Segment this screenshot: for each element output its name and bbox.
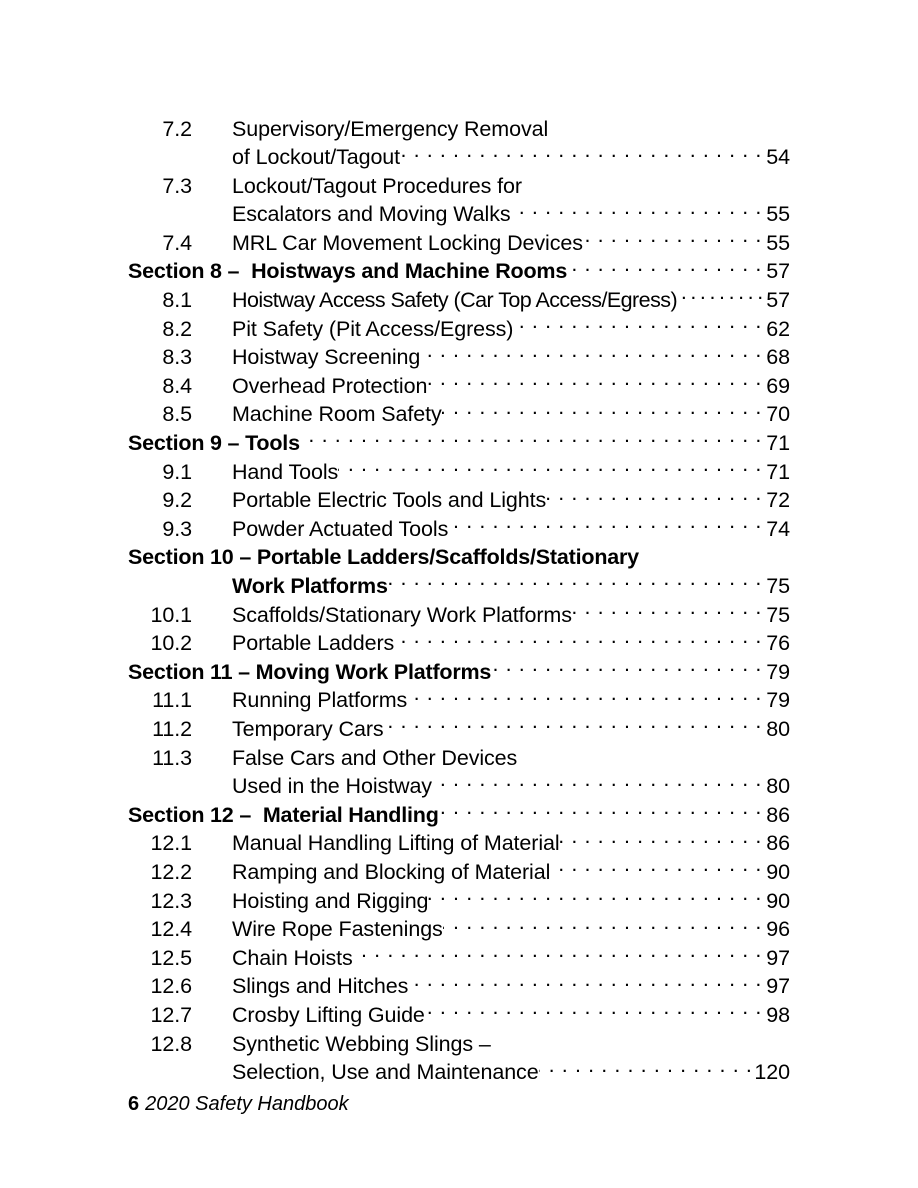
toc-dot-leader bbox=[511, 200, 762, 222]
toc-entry-row[interactable] bbox=[128, 915, 790, 944]
toc-page-number: 72 bbox=[766, 488, 790, 513]
toc-entry-title: Manual Handling Lifting of Material bbox=[232, 831, 560, 856]
toc-entry-number: 12.1 bbox=[150, 831, 192, 856]
toc-dot-leader bbox=[539, 1058, 753, 1080]
toc-dot-leader bbox=[548, 114, 762, 136]
toc-dot-leader bbox=[491, 1029, 762, 1051]
toc-dot-leader bbox=[394, 629, 762, 651]
toc-dot-leader bbox=[517, 743, 762, 765]
toc-entry-title: Hoisting and Rigging bbox=[232, 888, 429, 913]
toc-entry-title: of Lockout/Tagout bbox=[232, 145, 401, 170]
toc-dot-leader bbox=[432, 772, 762, 794]
toc-entry-row[interactable] bbox=[128, 1029, 790, 1058]
toc-continuation-row[interactable] bbox=[128, 772, 790, 801]
toc-dot-leader bbox=[388, 572, 762, 594]
toc-entry-title: Chain Hoists bbox=[232, 945, 353, 970]
toc-entry-title: Work Platforms bbox=[232, 574, 388, 598]
toc-page-number: 97 bbox=[766, 945, 790, 970]
toc-dot-leader bbox=[408, 972, 762, 994]
toc-entry-number: 12.5 bbox=[150, 945, 192, 970]
toc-dot-leader bbox=[448, 514, 762, 536]
toc-entry-title: Hoistway Access Safety (Car Top Access/Egress) bbox=[232, 288, 678, 313]
toc-entry-row[interactable] bbox=[128, 371, 790, 400]
toc-page-number: 80 bbox=[766, 716, 790, 741]
toc-entry-title: Lockout/Tagout Procedures for bbox=[232, 173, 522, 198]
toc-entry-row[interactable] bbox=[128, 514, 790, 543]
toc-entry-title: Wire Rope Fastenings bbox=[232, 917, 443, 942]
toc-page-number: 55 bbox=[766, 230, 790, 255]
toc-continuation-row[interactable] bbox=[128, 200, 790, 229]
toc-section-row[interactable] bbox=[128, 800, 790, 829]
toc-page-number: 80 bbox=[766, 774, 790, 799]
toc-page-number: 90 bbox=[766, 888, 790, 913]
toc-page-number: 75 bbox=[766, 574, 790, 598]
toc-entry-number: 12.6 bbox=[150, 974, 192, 999]
toc-entry-number: 11.2 bbox=[152, 716, 192, 741]
footer-book-title: 2020 Safety Handbook bbox=[145, 1093, 349, 1115]
toc-entry-row[interactable] bbox=[128, 857, 790, 886]
toc-entry-number: 12.3 bbox=[150, 888, 192, 913]
toc-section-row[interactable] bbox=[128, 429, 790, 458]
toc-entry-row[interactable] bbox=[128, 343, 790, 372]
toc-dot-leader bbox=[338, 457, 762, 479]
toc-continuation-row[interactable] bbox=[128, 572, 790, 601]
toc-entry-title: Escalators and Moving Walks bbox=[232, 202, 511, 227]
toc-page-number: 76 bbox=[766, 631, 790, 656]
toc-entry-row[interactable] bbox=[128, 400, 790, 429]
toc-dot-leader bbox=[442, 400, 762, 422]
toc-page-number: 75 bbox=[766, 602, 790, 627]
toc-entry-number: 10.2 bbox=[150, 631, 192, 656]
toc-entry-number: 8.3 bbox=[162, 345, 192, 370]
toc-entry-row[interactable] bbox=[128, 886, 790, 915]
toc-entry-row[interactable] bbox=[128, 600, 790, 629]
toc-entry-title: Powder Actuated Tools bbox=[232, 516, 449, 541]
toc-entry-number: 8.2 bbox=[162, 316, 192, 341]
toc-dot-leader bbox=[400, 143, 762, 165]
toc-dot-leader bbox=[583, 228, 762, 250]
toc-entry-row[interactable] bbox=[128, 457, 790, 486]
toc-section-title: Section 9 – Tools bbox=[128, 431, 300, 456]
toc-entry-number: 10.1 bbox=[150, 602, 192, 627]
toc-dot-leader bbox=[300, 429, 762, 451]
toc-entry-title: Selection, Use and Maintenance bbox=[232, 1060, 539, 1085]
toc-dot-leader bbox=[427, 371, 762, 393]
toc-page-number: 57 bbox=[766, 288, 790, 313]
toc-entry-row[interactable] bbox=[128, 972, 790, 1001]
toc-dot-leader bbox=[384, 714, 762, 736]
toc-entry-title: Scaffolds/Stationary Work Platforms bbox=[232, 602, 572, 627]
toc-entry-title: Hand Tools bbox=[232, 459, 339, 484]
toc-dot-leader bbox=[353, 943, 762, 965]
toc-page-number: 97 bbox=[766, 974, 790, 999]
toc-entry-number: 8.1 bbox=[162, 288, 192, 313]
toc-page-number: 57 bbox=[766, 259, 790, 284]
toc-entry-title: Supervisory/Emergency Removal bbox=[232, 116, 549, 141]
toc-dot-leader bbox=[425, 1000, 762, 1022]
toc-entry-number: 7.3 bbox=[162, 173, 192, 198]
toc-page-number: 86 bbox=[766, 831, 790, 856]
toc-entry-row[interactable] bbox=[128, 714, 790, 743]
toc-entry-title: Overhead Protection bbox=[232, 373, 428, 398]
toc-entry-number: 12.7 bbox=[150, 1002, 192, 1027]
toc-continuation-row[interactable] bbox=[128, 1058, 790, 1087]
toc-entry-title: False Cars and Other Devices bbox=[232, 745, 518, 770]
toc-dot-leader bbox=[560, 829, 762, 851]
toc-page-number: 98 bbox=[766, 1002, 790, 1027]
toc-dot-leader bbox=[428, 886, 762, 908]
toc-entry-number: 7.4 bbox=[162, 230, 192, 255]
toc-dot-leader bbox=[550, 857, 762, 879]
toc-dot-leader bbox=[420, 343, 762, 365]
toc-page-number: 71 bbox=[766, 459, 790, 484]
toc-page-number: 120 bbox=[754, 1060, 790, 1085]
table-of-contents bbox=[128, 114, 790, 1086]
toc-entry-number: 9.2 bbox=[162, 488, 192, 513]
toc-entry-row[interactable] bbox=[128, 228, 790, 257]
toc-entry-row[interactable] bbox=[128, 286, 790, 315]
toc-page-number: 70 bbox=[766, 402, 790, 427]
toc-entry-title: Portable Electric Tools and Lights bbox=[232, 488, 547, 513]
toc-dot-leader bbox=[572, 600, 762, 622]
toc-dot-leader bbox=[443, 915, 762, 937]
toc-entry-row[interactable] bbox=[128, 486, 790, 515]
toc-page-number: 69 bbox=[766, 373, 790, 398]
toc-page-number: 55 bbox=[766, 202, 790, 227]
page-footer bbox=[128, 1093, 349, 1116]
toc-entry-title: Used in the Hoistway bbox=[232, 774, 432, 799]
toc-page-number: 62 bbox=[766, 316, 790, 341]
toc-section-row[interactable] bbox=[128, 543, 790, 572]
toc-section-row[interactable] bbox=[128, 257, 790, 286]
toc-section-row[interactable] bbox=[128, 657, 790, 686]
toc-entry-row[interactable] bbox=[128, 171, 790, 200]
toc-entry-number: 9.3 bbox=[162, 516, 192, 541]
toc-section-title: Section 10 – Portable Ladders/Scaffolds/Stationary bbox=[128, 545, 639, 570]
toc-page-number: 96 bbox=[766, 917, 790, 942]
toc-entry-title: Portable Ladders bbox=[232, 631, 395, 656]
toc-entry-row[interactable] bbox=[128, 629, 790, 658]
toc-dot-leader bbox=[677, 286, 762, 308]
toc-section-title: Section 11 – Moving Work Platforms bbox=[128, 659, 492, 684]
toc-entry-row[interactable] bbox=[128, 743, 790, 772]
toc-page-number: 74 bbox=[766, 516, 790, 541]
toc-dot-leader bbox=[639, 543, 762, 565]
toc-page-number: 79 bbox=[766, 659, 790, 684]
toc-page-number: 86 bbox=[766, 802, 790, 827]
toc-page-number: 71 bbox=[766, 431, 790, 456]
toc-section-title: Section 12 – Material Handling bbox=[128, 802, 439, 827]
toc-entry-row[interactable] bbox=[128, 1000, 790, 1029]
toc-page-number: 54 bbox=[766, 145, 790, 170]
toc-dot-leader bbox=[491, 657, 762, 679]
toc-entry-number: 11.3 bbox=[152, 745, 192, 770]
toc-page-number: 79 bbox=[766, 688, 790, 713]
toc-dot-leader bbox=[522, 171, 762, 193]
footer-page-number: 6 bbox=[128, 1093, 140, 1115]
toc-entry-title: MRL Car Movement Locking Devices bbox=[232, 230, 583, 255]
toc-entry-number: 7.2 bbox=[162, 116, 192, 141]
toc-entry-row[interactable] bbox=[128, 686, 790, 715]
toc-entry-row[interactable] bbox=[128, 314, 790, 343]
toc-entry-title: Slings and Hitches bbox=[232, 974, 409, 999]
toc-section-title: Section 8 – Hoistways and Machine Rooms bbox=[128, 259, 568, 284]
toc-entry-number: 8.5 bbox=[162, 402, 192, 427]
toc-entry-row[interactable] bbox=[128, 943, 790, 972]
toc-entry-number: 9.1 bbox=[162, 459, 192, 484]
toc-dot-leader bbox=[407, 686, 762, 708]
toc-entry-number: 12.8 bbox=[150, 1031, 192, 1056]
toc-entry-title: Machine Room Safety bbox=[232, 402, 442, 427]
toc-page-number: 90 bbox=[766, 859, 790, 884]
toc-entry-number: 12.2 bbox=[150, 859, 192, 884]
toc-entry-title: Synthetic Webbing Slings – bbox=[232, 1031, 491, 1056]
toc-entry-title: Temporary Cars bbox=[232, 716, 384, 741]
toc-page-number: 68 bbox=[766, 345, 790, 370]
toc-entry-row[interactable] bbox=[128, 114, 790, 143]
toc-entry-title: Hoistway Screening bbox=[232, 345, 421, 370]
toc-continuation-row[interactable] bbox=[128, 143, 790, 172]
toc-dot-leader bbox=[567, 257, 762, 279]
toc-entry-title: Crosby Lifting Guide bbox=[232, 1002, 425, 1027]
toc-entry-title: Pit Safety (Pit Access/Egress) bbox=[232, 316, 514, 341]
toc-dot-leader bbox=[513, 314, 762, 336]
toc-entry-title: Running Platforms bbox=[232, 688, 408, 713]
toc-entry-title: Ramping and Blocking of Material bbox=[232, 859, 551, 884]
toc-entry-row[interactable] bbox=[128, 829, 790, 858]
toc-dot-leader bbox=[546, 486, 762, 508]
toc-entry-number: 12.4 bbox=[150, 917, 192, 942]
toc-entry-number: 8.4 bbox=[162, 373, 192, 398]
toc-dot-leader bbox=[439, 800, 762, 822]
toc-entry-number: 11.1 bbox=[152, 688, 192, 713]
